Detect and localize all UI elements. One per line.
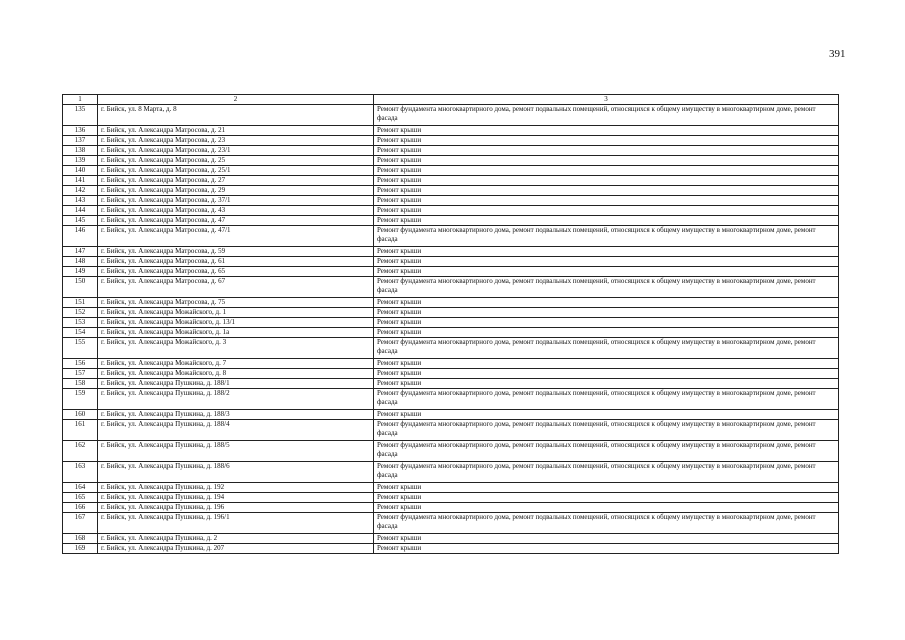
- table-row: [63, 534, 839, 544]
- row-work-type: Ремонт крыши: [374, 206, 839, 216]
- row-work-type: Ремонт крыши: [374, 308, 839, 318]
- row-work-type: Ремонт фундамента многоквартирного дома, ремонт подвальных помещений, относящихся к общему имуществу в многоквартирном доме, ремонт фасада: [374, 226, 839, 247]
- table-row: [63, 513, 839, 534]
- row-address: г. Бийск, ул. Александра Пушкина, д. 2: [98, 534, 374, 544]
- row-number: 146: [63, 226, 98, 247]
- table-row: [63, 126, 839, 136]
- row-number: 163: [63, 462, 98, 483]
- row-address: г. Бийск, ул. Александра Матросова, д. 23/1: [98, 146, 374, 156]
- row-work-type: Ремонт крыши: [374, 247, 839, 257]
- row-address: г. Бийск, ул. Александра Пушкина, д. 196: [98, 503, 374, 513]
- row-number: 152: [63, 308, 98, 318]
- row-number: 141: [63, 176, 98, 186]
- table-row: [63, 389, 839, 410]
- table-row: [63, 359, 839, 369]
- table-row: [63, 136, 839, 146]
- row-work-type: Ремонт крыши: [374, 328, 839, 338]
- row-number: 154: [63, 328, 98, 338]
- row-work-type: Ремонт крыши: [374, 493, 839, 503]
- row-address: г. Бийск, ул. Александра Матросова, д. 21: [98, 126, 374, 136]
- row-address: г. Бийск, ул. Александра Пушкина, д. 194: [98, 493, 374, 503]
- row-number: 143: [63, 196, 98, 206]
- row-address: г. Бийск, ул. Александра Можайского, д. 3: [98, 338, 374, 359]
- row-address: г. Бийск, ул. Александра Матросова, д. 27: [98, 176, 374, 186]
- row-work-type: Ремонт крыши: [374, 186, 839, 196]
- row-address: г. Бийск, ул. Александра Можайского, д. 7: [98, 359, 374, 369]
- row-work-type: Ремонт фундамента многоквартирного дома, ремонт подвальных помещений, относящихся к общему имуществу в многоквартирном доме, ремонт фасада: [374, 389, 839, 410]
- row-number: 166: [63, 503, 98, 513]
- row-number: 140: [63, 166, 98, 176]
- row-address: г. Бийск, ул. Александра Матросова, д. 23: [98, 136, 374, 146]
- row-number: 149: [63, 267, 98, 277]
- row-address: г. Бийск, ул. Александра Матросова, д. 67: [98, 277, 374, 298]
- row-number: 168: [63, 534, 98, 544]
- row-work-type: Ремонт крыши: [374, 503, 839, 513]
- table-row: [63, 503, 839, 513]
- row-number: 147: [63, 247, 98, 257]
- page-number: 391: [829, 48, 846, 60]
- row-number: 155: [63, 338, 98, 359]
- row-number: 136: [63, 126, 98, 136]
- row-work-type: Ремонт фундамента многоквартирного дома, ремонт подвальных помещений, относящихся к общему имуществу в многоквартирном доме, ремонт фасада: [374, 441, 839, 462]
- row-work-type: Ремонт крыши: [374, 136, 839, 146]
- row-number: 164: [63, 483, 98, 493]
- table-row: [63, 379, 839, 389]
- column-header-3: 3: [374, 95, 839, 105]
- row-work-type: Ремонт крыши: [374, 126, 839, 136]
- column-header-1: 1: [63, 95, 98, 105]
- row-work-type: Ремонт крыши: [374, 156, 839, 166]
- row-work-type: Ремонт крыши: [374, 544, 839, 554]
- row-address: г. Бийск, ул. Александра Пушкина, д. 207: [98, 544, 374, 554]
- row-address: г. Бийск, ул. Александра Матросова, д. 61: [98, 257, 374, 267]
- table-row: [63, 462, 839, 483]
- row-work-type: Ремонт крыши: [374, 146, 839, 156]
- table-row: [63, 156, 839, 166]
- table-row: [63, 328, 839, 338]
- table-row: [63, 166, 839, 176]
- row-address: г. Бийск, ул. Александра Можайского, д. 8: [98, 369, 374, 379]
- row-work-type: Ремонт крыши: [374, 534, 839, 544]
- table-row: [63, 298, 839, 308]
- row-work-type: Ремонт крыши: [374, 267, 839, 277]
- row-address: г. Бийск, ул. Александра Матросова, д. 75: [98, 298, 374, 308]
- row-address: г. Бийск, ул. Александра Матросова, д. 47/1: [98, 226, 374, 247]
- table-row: [63, 308, 839, 318]
- table-row: [63, 267, 839, 277]
- row-work-type: Ремонт крыши: [374, 166, 839, 176]
- row-address: г. Бийск, ул. Александра Матросова, д. 47: [98, 216, 374, 226]
- row-work-type: Ремонт крыши: [374, 216, 839, 226]
- row-work-type: Ремонт крыши: [374, 176, 839, 186]
- row-number: 160: [63, 410, 98, 420]
- row-address: г. Бийск, ул. Александра Можайского, д. 1а: [98, 328, 374, 338]
- table-row: [63, 146, 839, 156]
- row-work-type: Ремонт крыши: [374, 379, 839, 389]
- row-address: г. Бийск, ул. 8 Марта, д. 8: [98, 105, 374, 126]
- row-number: 153: [63, 318, 98, 328]
- row-number: 165: [63, 493, 98, 503]
- row-work-type: Ремонт крыши: [374, 483, 839, 493]
- table-row: [63, 186, 839, 196]
- table-row: [63, 105, 839, 126]
- row-number: 150: [63, 277, 98, 298]
- row-work-type: Ремонт крыши: [374, 318, 839, 328]
- row-number: 138: [63, 146, 98, 156]
- row-number: 157: [63, 369, 98, 379]
- table-row: [63, 196, 839, 206]
- row-number: 144: [63, 206, 98, 216]
- row-work-type: Ремонт крыши: [374, 196, 839, 206]
- table-row: [63, 247, 839, 257]
- row-number: 162: [63, 441, 98, 462]
- buildings-table: [62, 94, 839, 554]
- row-work-type: Ремонт крыши: [374, 359, 839, 369]
- row-address: г. Бийск, ул. Александра Матросова, д. 43: [98, 206, 374, 216]
- row-address: г. Бийск, ул. Александра Матросова, д. 65: [98, 267, 374, 277]
- row-number: 156: [63, 359, 98, 369]
- table-row: [63, 216, 839, 226]
- row-address: г. Бийск, ул. Александра Матросова, д. 25: [98, 156, 374, 166]
- row-number: 142: [63, 186, 98, 196]
- table-row: [63, 410, 839, 420]
- row-address: г. Бийск, ул. Александра Пушкина, д. 188/6: [98, 462, 374, 483]
- row-address: г. Бийск, ул. Александра Пушкина, д. 188/1: [98, 379, 374, 389]
- column-header-2: 2: [98, 95, 374, 105]
- row-address: г. Бийск, ул. Александра Пушкина, д. 188/5: [98, 441, 374, 462]
- row-number: 135: [63, 105, 98, 126]
- row-address: г. Бийск, ул. Александра Пушкина, д. 188/4: [98, 420, 374, 441]
- row-number: 169: [63, 544, 98, 554]
- table-row: [63, 544, 839, 554]
- row-address: г. Бийск, ул. Александра Матросова, д. 29: [98, 186, 374, 196]
- row-work-type: Ремонт крыши: [374, 369, 839, 379]
- table-row: [63, 420, 839, 441]
- table-row: [63, 493, 839, 503]
- row-number: 161: [63, 420, 98, 441]
- row-work-type: Ремонт крыши: [374, 410, 839, 420]
- row-address: г. Бийск, ул. Александра Матросова, д. 59: [98, 247, 374, 257]
- table-row: [63, 338, 839, 359]
- table-row: [63, 369, 839, 379]
- row-number: 167: [63, 513, 98, 534]
- table-row: [63, 318, 839, 328]
- row-work-type: Ремонт фундамента многоквартирного дома, ремонт подвальных помещений, относящихся к общему имуществу в многоквартирном доме, ремонт фасада: [374, 105, 839, 126]
- row-number: 158: [63, 379, 98, 389]
- row-address: г. Бийск, ул. Александра Можайского, д. 13/1: [98, 318, 374, 328]
- table-row: [63, 206, 839, 216]
- row-number: 145: [63, 216, 98, 226]
- row-work-type: Ремонт фундамента многоквартирного дома, ремонт подвальных помещений, относящихся к общему имуществу в многоквартирном доме, ремонт фасада: [374, 277, 839, 298]
- row-address: г. Бийск, ул. Александра Можайского, д. 1: [98, 308, 374, 318]
- table-row: [63, 176, 839, 186]
- row-number: 148: [63, 257, 98, 267]
- row-address: г. Бийск, ул. Александра Пушкина, д. 188/2: [98, 389, 374, 410]
- table-row: [63, 226, 839, 247]
- row-work-type: Ремонт фундамента многоквартирного дома, ремонт подвальных помещений, относящихся к общему имуществу в многоквартирном доме, ремонт фасада: [374, 338, 839, 359]
- row-number: 159: [63, 389, 98, 410]
- row-number: 137: [63, 136, 98, 146]
- table-row: [63, 277, 839, 298]
- row-work-type: Ремонт крыши: [374, 298, 839, 308]
- table-row: [63, 441, 839, 462]
- row-number: 151: [63, 298, 98, 308]
- row-work-type: Ремонт фундамента многоквартирного дома, ремонт подвальных помещений, относящихся к общему имуществу в многоквартирном доме, ремонт фасада: [374, 513, 839, 534]
- row-address: г. Бийск, ул. Александра Пушкина, д. 192: [98, 483, 374, 493]
- table-header-row: [63, 95, 839, 105]
- row-work-type: Ремонт фундамента многоквартирного дома, ремонт подвальных помещений, относящихся к общему имуществу в многоквартирном доме, ремонт фасада: [374, 462, 839, 483]
- row-address: г. Бийск, ул. Александра Пушкина, д. 188/3: [98, 410, 374, 420]
- row-number: 139: [63, 156, 98, 166]
- row-work-type: Ремонт фундамента многоквартирного дома, ремонт подвальных помещений, относящихся к общему имуществу в многоквартирном доме, ремонт фасада: [374, 420, 839, 441]
- table-row: [63, 257, 839, 267]
- row-work-type: Ремонт крыши: [374, 257, 839, 267]
- row-address: г. Бийск, ул. Александра Матросова, д. 25/1: [98, 166, 374, 176]
- table-row: [63, 483, 839, 493]
- row-address: г. Бийск, ул. Александра Пушкина, д. 196/1: [98, 513, 374, 534]
- row-address: г. Бийск, ул. Александра Матросова, д. 37/1: [98, 196, 374, 206]
